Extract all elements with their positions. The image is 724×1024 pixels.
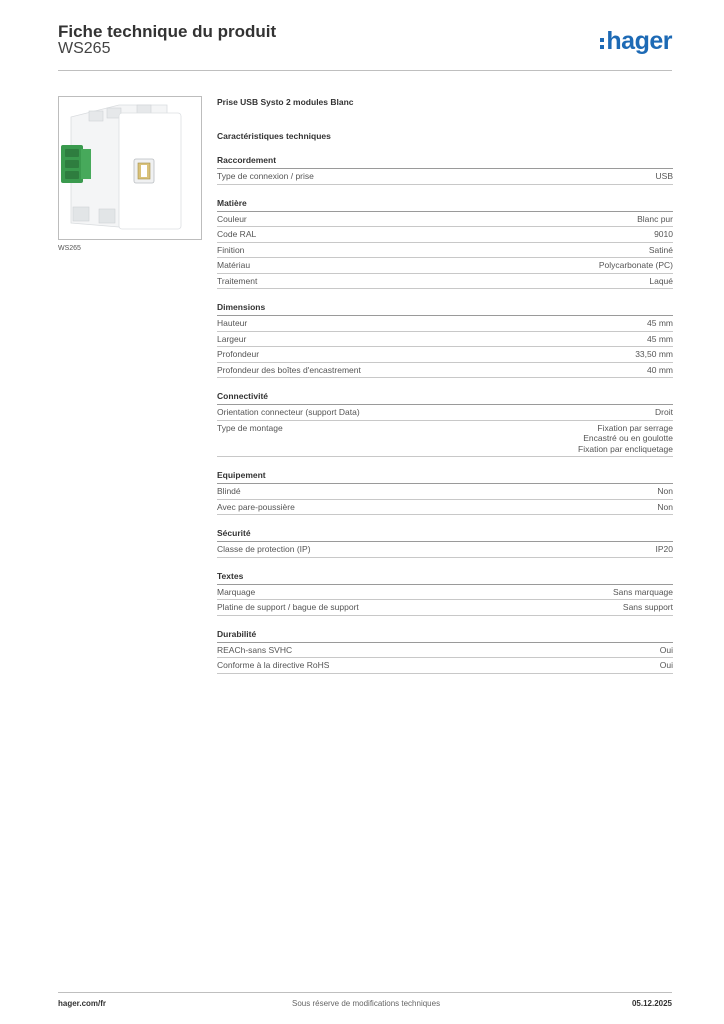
footer-website-link[interactable]: hager.com/fr bbox=[58, 999, 107, 1008]
spec-row bbox=[217, 274, 673, 290]
spec-value-line: Oui bbox=[659, 644, 673, 655]
spec-row bbox=[217, 227, 673, 243]
spec-value-line: 9010 bbox=[654, 229, 673, 239]
spec-label: Code RAL bbox=[217, 229, 257, 239]
spec-value bbox=[647, 365, 673, 376]
spec-label: Marquage bbox=[217, 586, 256, 597]
spec-value-line: 33,50 mm bbox=[635, 349, 673, 359]
page-footer bbox=[58, 992, 672, 1013]
spec-row bbox=[217, 258, 673, 274]
usb-socket-product-icon bbox=[59, 97, 201, 239]
product-name: Prise USB Systo 2 modules Blanc bbox=[217, 97, 354, 107]
spec-value-line: Blanc pur bbox=[637, 213, 673, 224]
spec-row bbox=[217, 484, 673, 500]
spec-label: Couleur bbox=[217, 213, 247, 224]
spec-value-line: Encastré ou en goulotte bbox=[583, 433, 673, 443]
spec-value bbox=[655, 407, 673, 418]
spec-group-title: Connectivité bbox=[217, 391, 673, 405]
spec-label: Type de montage bbox=[217, 422, 283, 433]
spec-label: Profondeur bbox=[217, 349, 260, 359]
spec-value bbox=[660, 660, 673, 671]
product-image bbox=[58, 96, 202, 240]
spec-row bbox=[217, 643, 673, 659]
spec-row bbox=[217, 500, 673, 516]
spec-row bbox=[217, 585, 673, 601]
spec-row bbox=[217, 600, 673, 616]
spec-group bbox=[217, 470, 673, 515]
spec-value bbox=[578, 423, 673, 455]
spec-row bbox=[217, 363, 673, 379]
spec-label: Profondeur des boîtes d'encastrement bbox=[217, 364, 361, 375]
spec-value-line: 45 mm bbox=[647, 318, 673, 328]
spec-value-line: 45 mm bbox=[647, 333, 673, 344]
image-caption: WS265 bbox=[58, 245, 81, 252]
spec-value bbox=[660, 645, 673, 656]
spec-group-title: Durabilité bbox=[217, 629, 673, 643]
spec-value bbox=[599, 260, 673, 271]
spec-value-line: Polycarbonate (PC) bbox=[598, 260, 673, 270]
spec-value-line: Droit bbox=[655, 407, 673, 417]
spec-value-line: Fixation par encliquetage bbox=[578, 443, 673, 454]
spec-row bbox=[217, 405, 673, 421]
spec-group-title: Equipement bbox=[217, 470, 673, 484]
spec-label: Avec pare-poussière bbox=[217, 501, 295, 512]
spec-group bbox=[217, 571, 673, 616]
footer-date: 05.12.2025 bbox=[631, 999, 672, 1008]
spec-value-line: Sans marquage bbox=[612, 586, 673, 597]
spec-group bbox=[217, 155, 673, 185]
spec-group-title: Textes bbox=[217, 571, 673, 585]
spec-group-title: Raccordement bbox=[217, 155, 673, 169]
spec-value bbox=[647, 334, 673, 345]
spec-label: Finition bbox=[217, 244, 245, 255]
spec-value-line: Oui bbox=[659, 660, 673, 670]
spec-row bbox=[217, 212, 673, 228]
spec-value bbox=[649, 276, 673, 287]
page-title: Fiche technique du produit bbox=[58, 22, 277, 41]
spec-value-line: Non bbox=[657, 486, 673, 496]
spec-label: Matériau bbox=[217, 260, 251, 270]
spec-value bbox=[657, 502, 673, 513]
spec-group-title: Matière bbox=[217, 198, 673, 212]
spec-row bbox=[217, 243, 673, 259]
spec-value-line: Sans support bbox=[622, 602, 673, 612]
spec-groups bbox=[217, 155, 673, 674]
footer-notice: Sous réserve de modifications techniques bbox=[292, 999, 441, 1008]
spec-row bbox=[217, 542, 673, 558]
spec-row bbox=[217, 169, 673, 185]
spec-value-line: USB bbox=[655, 171, 673, 181]
spec-value bbox=[623, 602, 673, 613]
spec-group bbox=[217, 629, 673, 674]
spec-row bbox=[217, 658, 673, 674]
page-header bbox=[58, 20, 672, 71]
spec-group bbox=[217, 391, 673, 457]
product-reference: WS265 bbox=[58, 40, 111, 57]
spec-row bbox=[217, 332, 673, 348]
spec-label: Traitement bbox=[217, 275, 258, 286]
spec-value bbox=[649, 245, 673, 256]
spec-value bbox=[647, 318, 673, 329]
logo-text: hager bbox=[606, 27, 672, 55]
spec-value-line: 40 mm bbox=[647, 364, 673, 375]
specs-section-title: Caractéristiques techniques bbox=[217, 131, 331, 141]
spec-label: Conforme à la directive RoHS bbox=[217, 660, 330, 670]
spec-label: Hauteur bbox=[217, 318, 248, 328]
spec-value bbox=[635, 349, 673, 360]
logo-dots-icon bbox=[600, 38, 604, 49]
spec-label: Classe de protection (IP) bbox=[217, 544, 311, 554]
spec-value-line: Non bbox=[657, 501, 673, 512]
spec-label: Blindé bbox=[217, 486, 241, 496]
spec-value bbox=[613, 587, 673, 598]
spec-value-line: IP20 bbox=[655, 544, 673, 554]
hager-logo bbox=[600, 26, 672, 56]
spec-value-line: Laqué bbox=[649, 275, 673, 286]
spec-label: Orientation connecteur (support Data) bbox=[217, 407, 360, 417]
spec-value bbox=[637, 214, 673, 225]
spec-value-line: Satiné bbox=[648, 244, 673, 255]
spec-value bbox=[654, 229, 673, 240]
spec-row bbox=[217, 347, 673, 363]
spec-value-line: Fixation par serrage bbox=[597, 422, 673, 433]
spec-label: REACh-sans SVHC bbox=[217, 644, 293, 655]
spec-row bbox=[217, 421, 673, 458]
spec-label: Platine de support / bague de support bbox=[217, 602, 359, 612]
spec-group bbox=[217, 528, 673, 558]
technical-specs bbox=[217, 96, 673, 674]
spec-row bbox=[217, 316, 673, 332]
spec-group bbox=[217, 198, 673, 290]
spec-group bbox=[217, 302, 673, 378]
spec-value bbox=[656, 544, 674, 555]
spec-group-title: Sécurité bbox=[217, 528, 673, 542]
spec-value bbox=[656, 171, 673, 182]
spec-value bbox=[657, 486, 673, 497]
spec-label: Largeur bbox=[217, 333, 247, 344]
spec-label: Type de connexion / prise bbox=[217, 171, 314, 181]
spec-group-title: Dimensions bbox=[217, 302, 673, 316]
